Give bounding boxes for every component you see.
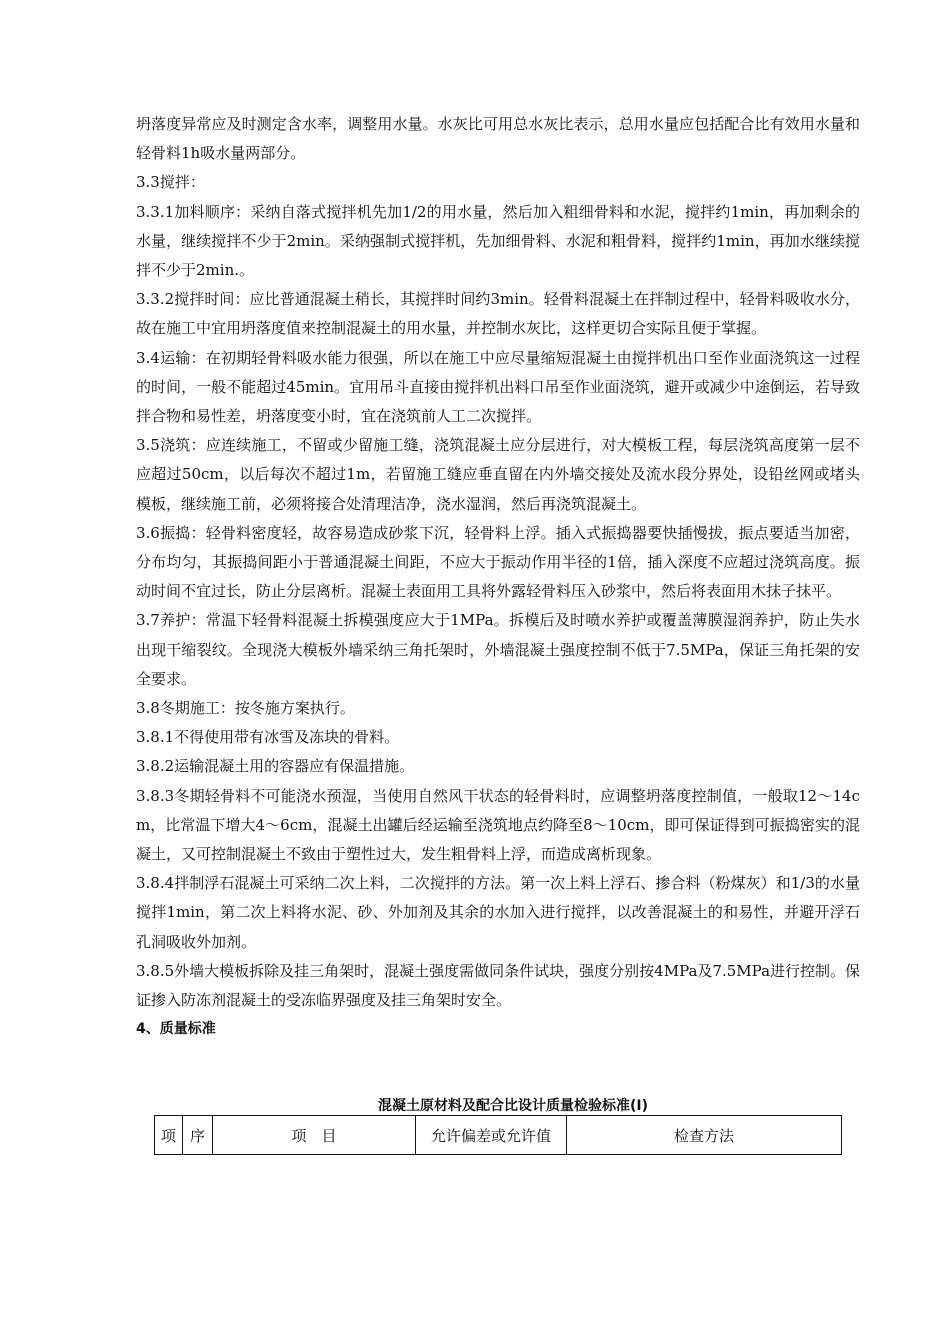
paragraph: 3.8.3冬期轻骨料不可能浇水预湿，当使用自然风干状态的轻骨料时，应调整坍落度控制值，一般取12～14cm，比常温下增大4～6cm，混凝土出罐后经运输至浇筑地点约降至8～10cm，即可保证得到可振捣密实的混凝土，又可控制混凝土不致由于塑性过大，发生粗骨料上浮，而造成离析现象。 (136, 786, 860, 864)
paragraph: 3.8.1不得使用带有冰雪及冻块的骨料。 (136, 728, 400, 747)
header-cell-item: 项 目 (213, 1116, 416, 1155)
paragraph: 3.8.5外墙大模板拆除及挂三角架时，混凝土强度需做同条件试块，强度分别按4MPa及7.5MPa进行控制。保证掺入防冻剂混凝土的受冻临界强度及挂三角架时安全。 (136, 961, 861, 1010)
paragraph: 3.8.4拌制浮石混凝土可采纳二次上料，二次搅拌的方法。第一次上料上浮石、掺合料（粉煤灰）和1/3的水量搅拌1min，第二次上料将水泥、砂、外加剂及其余的水加入进行搅拌，以改善混凝土的和易性，并避开浮石孔洞吸收外加剂。 (136, 874, 860, 951)
paragraph: 3.8冬期施工：按冬施方案执行。 (136, 699, 355, 718)
paragraph: 3.6振捣：轻骨料密度轻，故容易造成砂浆下沉，轻骨料上浮。插入式振捣器要快插慢拔，振点要适当加密，分布均匀，其振捣间距小于普通混凝土间距，不应大于振动作用半径的1倍，插入深度不应超过浇筑高度。振动时间不宜过长，防止分层离析。混凝土表面用工具将外露轻骨料压入砂浆中，然后将表面用木抹子抹平。 (136, 523, 860, 601)
table-header-row (155, 1116, 842, 1155)
section-heading: 4、质量标准 (136, 1021, 216, 1038)
header-cell-tolerance: 允许偏差或允许值 (416, 1116, 567, 1155)
paragraph: 3.7养护：常温下轻骨料混凝土拆模强度应大于1MPa。拆模后及时喷水养护或覆盖薄膜湿润养护，防止失水出现干缩裂纹。全现浇大模板外墙采纳三角托架时，外墙混凝土强度控制不低于7.5MPa，保证三角托架的安全要求。 (136, 611, 860, 688)
paragraph: 3.3.2搅拌时间：应比普通混凝土稍长，其搅拌时间约3min。轻骨料混凝土在拌制过程中，轻骨料吸收水分，故在施工中宜用坍落度值来控制混凝土的用水量，并控制水灰比，这样更切合实际且便于掌握。 (136, 290, 860, 338)
paragraph: 3.4运输：在初期轻骨料吸水能力很强，所以在施工中应尽量缩短混凝土由搅拌机出口至作业面浇筑这一过程的时间，一般不能超过45min。宜用吊斗直接由搅拌机出料口吊至作业面浇筑，避开或减少中途倒运，若导致拌合物和易性差，坍落度变小时，宜在浇筑前人工二次搅拌。 (136, 348, 860, 426)
paragraph: 3.8.2运输混凝土用的容器应有保温措施。 (136, 757, 415, 776)
header-cell-category: 项 (155, 1116, 183, 1155)
header-cell-sequence: 序 (183, 1116, 213, 1155)
paragraph: 3.5浇筑：应连续施工，不留或少留施工缝，浇筑混凝土应分层进行，对大模板工程，每层浇筑高度第一层不应超过50cm，以后每次不超过1m，若留施工缝应垂直留在内外墙交接处及流水段分界处，设铅丝网或堵头模板，继续施工前，必须将接合处清理洁净，浇水湿润，然后再浇筑混凝土。 (136, 436, 860, 513)
table-title-wrap (136, 1088, 860, 1116)
paragraph: 3.3.1加料顺序：采纳自落式搅拌机先加1/2的用水量，然后加入粗细骨料和水泥，搅拌约1min，再加剩余的水量，继续搅拌不少于2min。采纳强制式搅拌机，先加细骨料、水泥和粗骨料，搅拌约1min，再加水继续搅拌不少于2min.。 (136, 202, 860, 280)
table-title: 混凝土原材料及配合比设计质量检验标准(I) (377, 1098, 648, 1114)
header-cell-inspection-method: 检查方法 (567, 1116, 842, 1155)
paragraph: 坍落度异常应及时测定含水率，调整用水量。水灰比可用总水灰比表示，总用水量应包括配合比有效用水量和轻骨料1h吸水量两部分。 (136, 115, 860, 163)
paragraph: 3.3搅拌： (136, 173, 205, 192)
quality-standard-table (154, 1115, 842, 1155)
body-text (136, 110, 860, 1044)
